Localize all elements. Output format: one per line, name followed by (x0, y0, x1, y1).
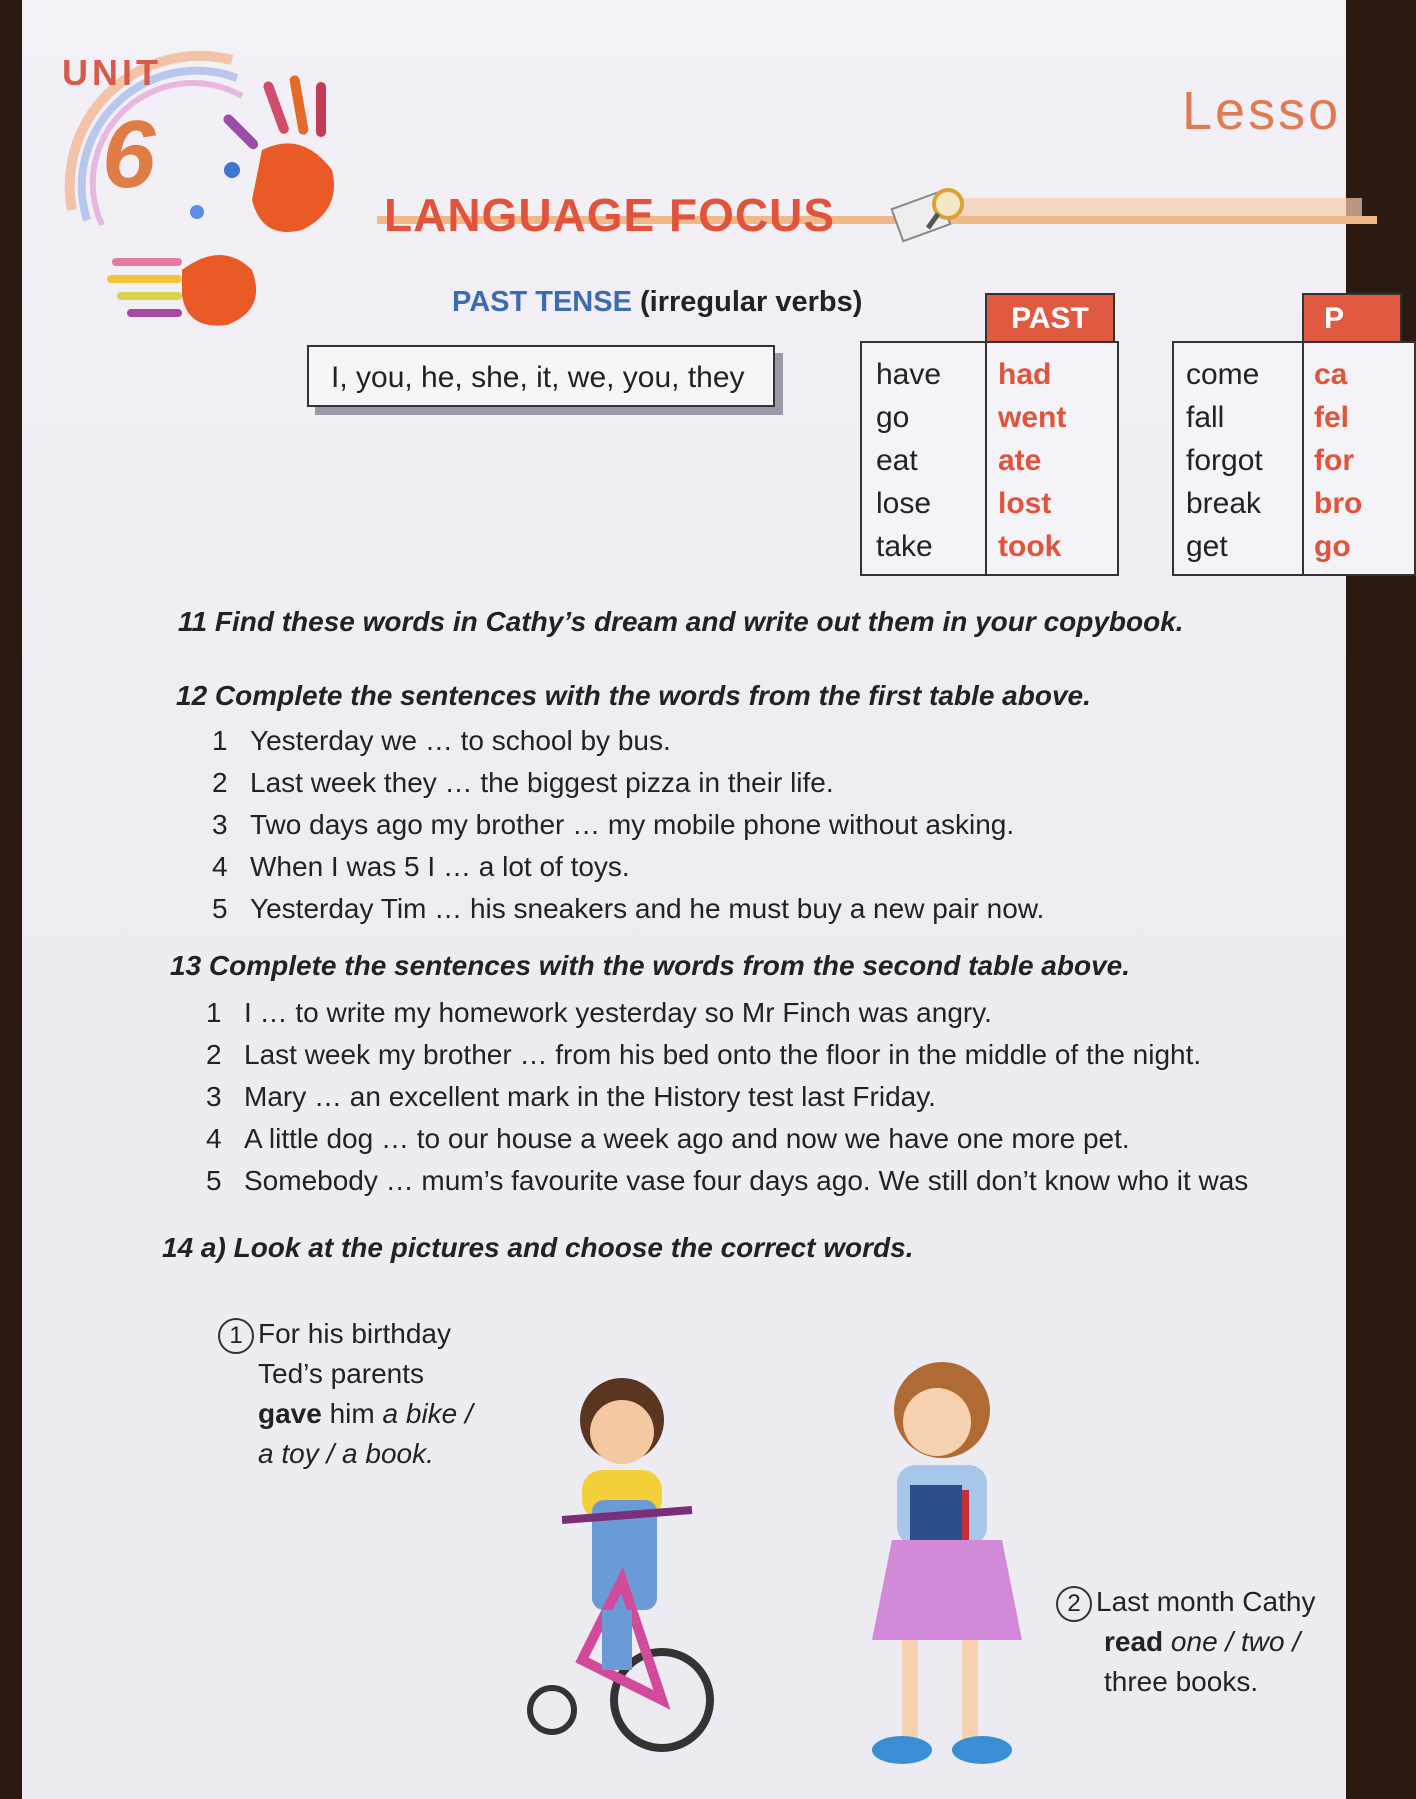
list-item: 3 Mary … an excellent mark in the History test last Friday. (206, 1081, 936, 1112)
exercise-13-title: 13 Complete the sentences with the words from the second table above. (170, 950, 1130, 981)
unit-number: 6 (102, 101, 156, 208)
picture-1-number: 1 (218, 1318, 254, 1354)
verb-table-1 (860, 341, 1119, 576)
section-title: LANGUAGE FOCUS (384, 189, 835, 241)
lesson-label: Lesso (1182, 81, 1342, 141)
exercise-12-title: 12 Complete the sentences with the words from the first table above. (176, 680, 1091, 711)
table2-divider (1302, 343, 1304, 574)
picture-1-caption: 1 For his birthday Ted’s parents gave him a bike / a toy / a book. (218, 1314, 473, 1474)
table1-base-word: lose (876, 487, 932, 520)
unit-label: UNIT (62, 52, 162, 93)
grammar-heading-blue: PAST TENSE (452, 286, 632, 318)
list-item: 5 Somebody … mum’s favourite vase four days ago. We still don’t know who it was (206, 1165, 1249, 1196)
table1-base-word: have (876, 358, 942, 391)
title-underline-shade (942, 198, 1362, 216)
table1-divider (985, 343, 987, 574)
verb-table-2 (1172, 341, 1416, 576)
list-item: 4 A little dog … to our house a week ago and now we have one more pet. (206, 1123, 1130, 1154)
table1-past-column (998, 353, 1066, 568)
table1-past-word: went (998, 401, 1067, 434)
table2-base-column (1186, 353, 1263, 568)
picture-2-number: 2 (1056, 1586, 1092, 1622)
table2-past-header: P (1302, 293, 1402, 345)
table1-past-word: ate (998, 444, 1042, 477)
list-item: 4 When I was 5 I … a lot of toys. (212, 851, 630, 882)
table2-base-word: come (1186, 358, 1260, 391)
table1-base-column (876, 353, 941, 568)
grammar-heading-dark: (irregular verbs) (640, 286, 863, 318)
table1-base-word: eat (876, 444, 918, 477)
table2-base-word: break (1186, 487, 1262, 520)
boy-on-bike-illustration (522, 1360, 752, 1790)
table2-base-word: fall (1186, 401, 1225, 434)
textbook-page (22, 0, 1363, 1799)
list-item: 5 Yesterday Tim … his sneakers and he must buy a new pair now. (212, 893, 1045, 924)
grammar-heading (452, 286, 862, 319)
picture-2-caption: 2 Last month Cathy read one / two / three books. (1056, 1582, 1315, 1702)
table1-past-word: lost (998, 487, 1052, 520)
table1-past-word: had (998, 358, 1052, 391)
table2-past-word: fel (1314, 401, 1350, 434)
list-item: 1 I … to write my homework yesterday so Mr Finch was angry. (206, 997, 992, 1028)
girl-with-books-illustration (822, 1340, 1062, 1799)
table1-base-word: go (876, 401, 910, 434)
exercise-13-list (206, 992, 1248, 1202)
exercise-12-list (212, 720, 1044, 930)
magnifier-icon (890, 182, 980, 242)
table1-base-word: take (876, 530, 933, 563)
list-item: 3 Two days ago my brother … my mobile phone without asking. (212, 809, 1015, 840)
table2-past-word: ca (1314, 358, 1348, 391)
exercise-11-title: 11 Find these words in Cathy’s dream and write out them in your copybook. (178, 606, 1184, 637)
list-item: 2 Last week they … the biggest pizza in their life. (212, 767, 834, 798)
table2-past-word: for (1314, 444, 1354, 477)
table1-past-word: took (998, 530, 1062, 563)
table2-base-word: get (1186, 530, 1228, 563)
table1-past-header: PAST (985, 293, 1115, 345)
table2-past-column (1314, 353, 1362, 568)
list-item: 2 Last week my brother … from his bed onto the floor in the middle of the night. (206, 1039, 1202, 1070)
pronoun-box: I, you, he, she, it, we, you, they (307, 345, 775, 407)
table2-past-word: go (1314, 530, 1351, 563)
list-item: 1 Yesterday we … to school by bus. (212, 725, 671, 756)
table2-past-word: bro (1314, 487, 1363, 520)
table2-base-word: forgot (1186, 444, 1263, 477)
exercise-14-title: 14 a) Look at the pictures and choose the correct words. (162, 1232, 914, 1263)
